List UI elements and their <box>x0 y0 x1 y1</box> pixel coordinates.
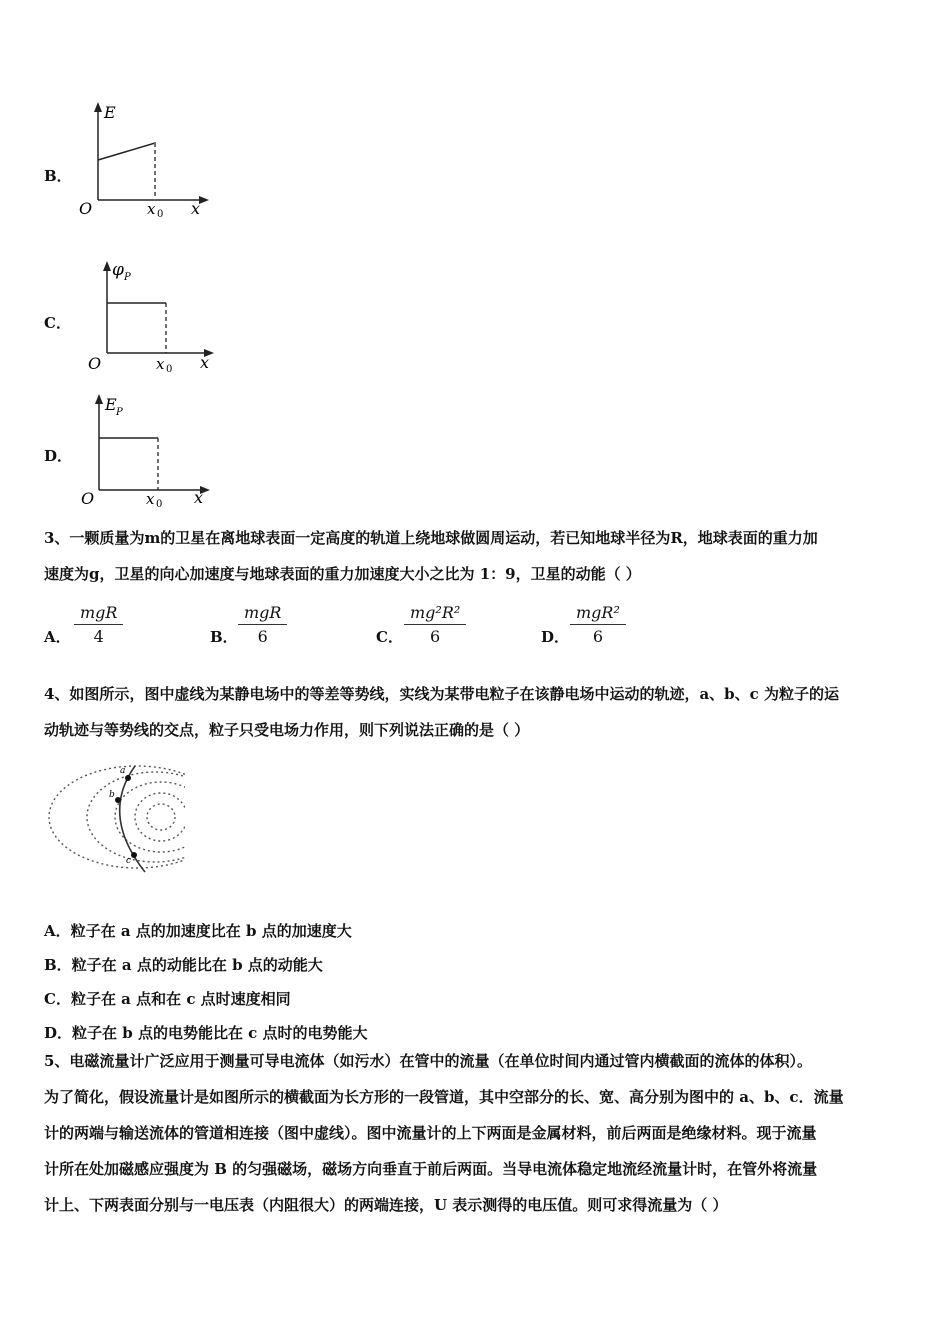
q3-option-b-den: 6 <box>257 627 268 646</box>
q3-option-d-label: D． <box>541 628 570 646</box>
y-axis-arrow <box>103 261 111 271</box>
q3-option-a-fraction <box>74 603 123 646</box>
equipotential-lines <box>49 766 185 868</box>
point-b-label: b <box>109 790 115 800</box>
point-c-dot <box>131 852 137 858</box>
q5-line-1: 5、电磁流量计广泛应用于测量可导电流体（如污水）在管中的流量（在单位时间内通过管内横截面的流体的体积）。 <box>44 1052 812 1070</box>
q3-option-d-den: 6 <box>592 627 604 646</box>
q3-option-c-num: mg²R² <box>404 603 466 625</box>
q3-option-d-fraction <box>570 603 626 646</box>
graph-d-ylabel-sub: P <box>116 407 123 418</box>
option-c-label: C． <box>44 314 71 332</box>
point-a-label: a <box>120 766 126 776</box>
q4-option-d: D．粒子在 b 点的电势能比在 c 点时的电势能大 <box>44 1024 368 1042</box>
option-d-label: D． <box>44 447 73 465</box>
q5-line-3: 计的两端与输送流体的管道相连接（图中虚线）。图中流量计的上下两面是金属材料，前后两面是绝缘材料。现于流量 <box>44 1124 817 1142</box>
q3-option-a-label: A． <box>44 628 71 646</box>
option-b-label: B． <box>44 167 72 185</box>
q3-option-b-num: mgR <box>238 603 287 625</box>
graph-b-xlabel: x <box>191 199 201 218</box>
graph-c <box>80 255 220 375</box>
graph-d <box>78 390 218 510</box>
graph-c-origin: O <box>88 354 102 373</box>
q4-options <box>44 914 368 1050</box>
graph-c-x0: x <box>156 355 165 373</box>
q4-option-b: B．粒子在 a 点的动能比在 b 点的动能大 <box>44 956 323 974</box>
graph-b-x0: x <box>147 200 156 218</box>
graph-d-ylabel: E <box>105 395 117 414</box>
graph-d-x0: x <box>146 490 155 508</box>
q4-option-a: A．粒子在 a 点的加速度比在 b 点的加速度大 <box>44 922 352 940</box>
graph-d-origin: O <box>81 489 95 508</box>
q5-line-2: 为了简化，假设流量计是如图所示的横截面为长方形的一段管道，其中空部分的长、宽、高分别为图中的 a、b、c．流量 <box>44 1088 844 1106</box>
q3-option-a-den: 4 <box>93 627 104 646</box>
graph-b-origin: O <box>79 199 93 218</box>
q3-option-b-label: B． <box>210 628 238 646</box>
q5-text <box>44 1043 924 1223</box>
q3-option-c-fraction <box>404 603 466 646</box>
q3-line-1: 3、一颗质量为m的卫星在离地球表面一定高度的轨道上绕地球做圆周运动，若已知地球半径为R，地球表面的重力加 <box>44 529 818 547</box>
q3-line-2: 速度为g，卫星的向心加速度与地球表面的重力加速度大小之比为 1：9，卫星的动能（ ） <box>44 565 641 583</box>
point-b-dot <box>115 797 121 803</box>
q4-line-1: 4、如图所示，图中虚线为某静电场中的等差等势线，实线为某带电粒子在该静电场中运动的轨迹，a、b、c 为粒子的运 <box>44 685 840 703</box>
graph-c-ylabel-sub: P <box>124 272 131 283</box>
y-axis-arrow <box>95 394 103 404</box>
graph-b-x0-sub: 0 <box>157 209 164 220</box>
q3-option-d-num: mgR² <box>570 603 626 625</box>
q4-option-c: C．粒子在 a 点和在 c 点时速度相同 <box>44 990 291 1008</box>
q4-figure <box>45 760 185 875</box>
q5-line-5: 计上、下两表面分别与一电压表（内阻很大）的两端连接，U 表示测得的电压值。则可求得流量为（ ） <box>44 1196 728 1214</box>
point-c-label: c <box>126 856 132 866</box>
graph-d-xlabel: x <box>194 488 204 507</box>
graph-c-x0-sub: 0 <box>166 364 173 375</box>
q3-option-c-den: 6 <box>430 627 441 646</box>
q3-option-a-num: mgR <box>74 603 123 625</box>
q3-option-c-label: C． <box>376 628 403 646</box>
q4-line-2: 动轨迹与等势线的交点，粒子只受电场力作用，则下列说法正确的是（ ） <box>44 721 530 739</box>
q5-line-4: 计所在处加磁感应强度为 B 的匀强磁场，磁场方向垂直于前后两面。当导电流体稳定地流经流量计时，在管外将流量 <box>44 1160 818 1178</box>
graph-c-ylabel: φ <box>112 260 124 280</box>
x-axis-arrow <box>199 196 209 204</box>
graph-b <box>75 98 215 220</box>
y-axis-arrow <box>94 102 102 112</box>
q3-option-b-fraction <box>238 603 287 646</box>
graph-c-xlabel: x <box>200 353 210 372</box>
graph-d-x0-sub: 0 <box>156 499 163 510</box>
q3-text <box>44 520 924 592</box>
point-a-dot <box>125 775 131 781</box>
graph-b-curve <box>98 143 155 200</box>
graph-b-ylabel: E <box>104 103 116 122</box>
q4-text <box>44 676 924 748</box>
